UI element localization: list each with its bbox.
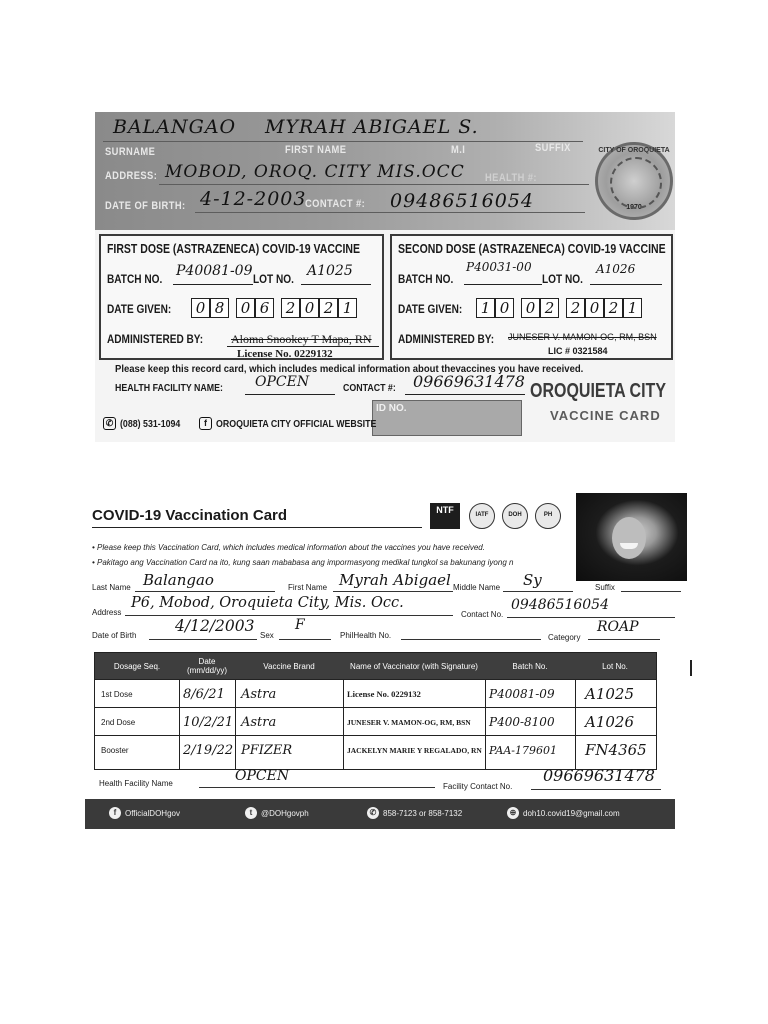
date-digit: 1 <box>338 298 357 318</box>
column-header: Batch No. <box>512 661 548 671</box>
lot-label: LOT NO. <box>253 272 294 286</box>
table-row <box>95 679 656 707</box>
batch-no: P40081-09 <box>489 687 555 701</box>
oroquieta-vaccine-card <box>95 112 675 442</box>
email-link[interactable]: ⊕ doh10.covid19@gmail.com <box>507 807 620 819</box>
first-dose-title: FIRST DOSE (ASTRAZENECA) COVID-19 VACCINE <box>107 242 360 256</box>
dob-label: Date of Birth <box>92 631 137 640</box>
second-dose-lot-value: A1026 <box>596 262 636 276</box>
last-name-value: Balangao <box>143 571 214 589</box>
date-digit: 1 <box>623 298 642 318</box>
dob-value: 4/12/2003 <box>175 617 255 635</box>
iatf-logo-icon: IATF <box>469 503 495 529</box>
dose-table <box>94 652 657 770</box>
date-digit: 2 <box>604 298 623 318</box>
facility-contact-value: 09669631478 <box>543 766 655 785</box>
category-value: ROAP <box>597 619 639 635</box>
ntf-logo-icon: NTF <box>430 503 460 529</box>
facebook-icon: f <box>199 417 212 430</box>
suffix-label: Suffix <box>595 583 615 592</box>
contact-footer <box>85 799 675 829</box>
doh-vaccination-card <box>85 485 693 845</box>
twitter-link[interactable]: t @DOHgovph <box>245 807 309 819</box>
address-value: MOBOD, OROQ. CITY MIS.OCC <box>165 162 465 182</box>
card-type: VACCINE CARD <box>550 408 661 423</box>
dose-seq: 1st Dose <box>101 689 133 699</box>
facebook-link[interactable]: f OfficialDOHgov <box>109 807 180 819</box>
column-header: Name of Vaccinator (with Signature) <box>350 661 478 671</box>
address-label: Address <box>92 608 122 617</box>
dob-label: DATE OF BIRTH: <box>105 200 186 212</box>
date-digit: 0 <box>300 298 319 318</box>
mi-label: M.I <box>451 144 466 156</box>
date-given-label: DATE GIVEN: <box>107 302 172 316</box>
date-digit: 0 <box>495 298 514 318</box>
doh-logo-icon: DOH <box>502 503 528 529</box>
dose-date: 2/19/22 <box>183 742 234 758</box>
address-label: ADDRESS: <box>105 170 158 182</box>
phone-numbers: ✆ 858-7123 or 858-7132 <box>367 807 462 819</box>
dose-seq: Booster <box>101 745 129 755</box>
website-info <box>199 417 407 430</box>
facility-name-label: HEALTH FACILITY NAME: <box>115 382 223 394</box>
surname-label: SURNAME <box>105 146 156 158</box>
scan-mark <box>690 660 692 676</box>
keep-card-note-filipino: • Pakitago ang Vaccination Card na ito, kung saan mababasa ang impormasyong medikal tungkol sa bakunang iyong n <box>92 558 514 567</box>
date-digit: 2 <box>319 298 338 318</box>
vaccinator: JUNESER V. MAMON-OG, RM, BSN <box>347 717 471 727</box>
lot-no: A1026 <box>585 713 635 731</box>
twitter-icon: t <box>245 807 257 819</box>
philhealth-label: PhilHealth No. <box>340 631 392 640</box>
city-seal-icon: CITY OF OROQUIETA 1970 <box>595 142 673 220</box>
date-digit: 1 <box>476 298 495 318</box>
dob-value: 4-12-2003 <box>200 188 307 210</box>
batch-no: P400-8100 <box>489 715 555 729</box>
dose-date: 10/2/21 <box>183 714 234 730</box>
column-header: Dosage Seq. <box>113 661 161 671</box>
column-header: Vaccine Brand <box>263 661 315 671</box>
city-name: OROQUIETA CITY <box>530 380 666 402</box>
date-digit: 0 <box>191 298 210 318</box>
facility-contact-label: Facility Contact No. <box>443 782 513 791</box>
id-number-box: ID NO. <box>372 400 522 436</box>
column-header: Lot No. <box>602 661 628 671</box>
date-digit: 2 <box>540 298 559 318</box>
batch-no: PAA-179601 <box>489 743 557 757</box>
table-row <box>95 735 656 769</box>
phone-icon: ✆ <box>367 807 379 819</box>
facility-contact-value: 09669631478 <box>413 372 525 391</box>
card1-personal-info <box>95 112 675 230</box>
contact-label: Contact No. <box>461 610 504 619</box>
second-dose-license: LIC # 0321584 <box>548 346 608 356</box>
middle-name-label: Middle Name <box>453 583 501 592</box>
facility-name-value: OPCEN <box>255 374 310 390</box>
first-dose-batch-value: P40081-09 <box>176 263 253 279</box>
first-dose-license: License No. 0229132 <box>237 348 333 360</box>
middle-name-value: Sy <box>523 571 542 589</box>
first-name-label: First Name <box>288 583 328 592</box>
keep-card-note: • Please keep this Vaccination Card, which includes medical information about the vaccines you have received. <box>92 543 485 552</box>
first-dose-box <box>99 234 384 360</box>
vaccinator: JACKELYN MARIE Y REGALADO, RN <box>347 745 482 755</box>
second-dose-title: SECOND DOSE (ASTRAZENECA) COVID-19 VACCINE <box>398 242 666 256</box>
vaccine-brand: PFIZER <box>241 742 293 758</box>
facebook-icon: f <box>109 807 121 819</box>
last-name-label: Last Name <box>92 583 131 592</box>
dose-seq: 2nd Dose <box>101 717 136 727</box>
lot-label: LOT NO. <box>542 272 583 286</box>
dose-date: 8/6/21 <box>183 686 225 702</box>
category-label: Category <box>548 633 581 642</box>
batch-label: BATCH NO. <box>398 272 454 286</box>
card-title: COVID-19 Vaccination Card <box>92 507 288 524</box>
date-digit: 0 <box>236 298 255 318</box>
health-label: HEALTH #: <box>485 172 537 184</box>
sex-value: F <box>295 617 305 633</box>
second-dose-batch-value: P40031-00 <box>466 260 532 274</box>
column-header: Date (mm/dd/yy) <box>187 657 227 675</box>
first-name-value: Myrah Abigael <box>339 571 451 589</box>
phone-number: (088) 531-1094 <box>120 417 181 430</box>
contact-label: CONTACT #: <box>305 198 366 210</box>
address-value: P6, Mobod, Oroquieta City, Mis. Occ. <box>131 595 404 611</box>
lot-no: A1025 <box>585 685 635 703</box>
second-dose-administrator: JUNESER V. MAMON-OG, RM, BSN <box>508 332 657 342</box>
batch-label: BATCH NO. <box>107 272 163 286</box>
date-digit: 0 <box>585 298 604 318</box>
administered-by-label: ADMINISTERED BY: <box>398 332 495 346</box>
keep-record-note: Please keep this record card, which includes medical information about thevaccines you have received. <box>115 364 584 375</box>
contact-value: 09486516054 <box>390 190 534 212</box>
phone-icon: ✆ <box>103 417 116 430</box>
table-header <box>95 653 656 679</box>
date-digit: 8 <box>210 298 229 318</box>
vaccine-brand: Astra <box>241 714 277 730</box>
second-dose-box <box>390 234 673 360</box>
first-name-value: MYRAH ABIGAEL S. <box>265 116 479 138</box>
date-digit: 2 <box>281 298 300 318</box>
first-dose-lot-value: A1025 <box>307 263 353 279</box>
lot-no: FN4365 <box>585 741 647 759</box>
sex-label: Sex <box>260 631 274 640</box>
table-row <box>95 707 656 735</box>
facility-name-value: OPCEN <box>235 768 290 784</box>
globe-icon: ⊕ <box>507 807 519 819</box>
surname-value: BALANGAO <box>113 116 237 138</box>
first-name-label: FIRST NAME <box>285 144 347 156</box>
holder-photo <box>576 493 687 581</box>
facility-name-label: Health Facility Name <box>99 779 173 788</box>
ph-seal-icon: PH <box>535 503 561 529</box>
date-digit: 2 <box>566 298 585 318</box>
website-text: OROQUIETA CITY OFFICIAL WEBSITE <box>216 417 377 430</box>
first-dose-administrator: Aloma Snookey T Mapa, RN <box>231 332 372 346</box>
administered-by-label: ADMINISTERED BY: <box>107 332 204 346</box>
date-given-label: DATE GIVEN: <box>398 302 463 316</box>
facility-contact-label: CONTACT #: <box>343 382 396 394</box>
date-digit: 0 <box>521 298 540 318</box>
date-digit: 6 <box>255 298 274 318</box>
suffix-label: SUFFIX <box>535 142 571 154</box>
vaccine-brand: Astra <box>241 686 277 702</box>
vaccinator: License No. 0229132 <box>347 689 421 699</box>
phone-info <box>103 417 192 430</box>
contact-value: 09486516054 <box>511 597 609 613</box>
